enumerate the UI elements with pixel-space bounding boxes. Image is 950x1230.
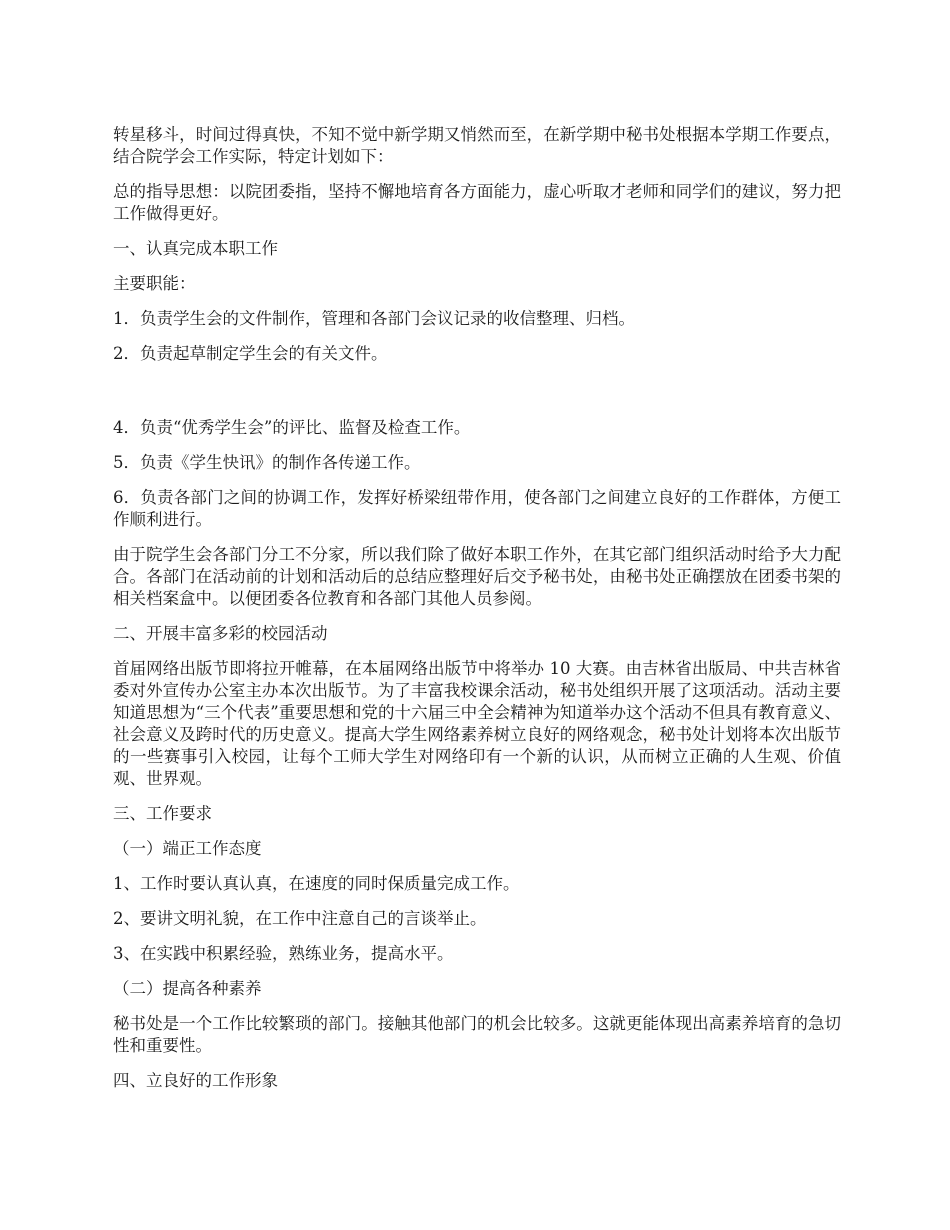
main-duties-label: 主要职能： bbox=[113, 274, 196, 293]
guiding-principle-paragraph: 总的指导思想：以院团委指，坚持不懈地培育各方面能力，虚心听取才老师和同学们的建议，努力把工作做得更好。 bbox=[113, 182, 841, 223]
duty-item-4: 4．负责“优秀学生会”的评比、监督及检查工作。 bbox=[113, 418, 471, 437]
document-body bbox=[113, 124, 841, 1105]
requirement-item-2: 2、要讲文明礼貌，在工作中注意自己的言谈举止。 bbox=[113, 909, 487, 928]
section-heading-2: 二、开展丰富多彩的校园活动 bbox=[113, 624, 328, 643]
publishing-festival-paragraph: 首届网络出版节即将拉开帷幕，在本届网络出版节中将举办 10 大赛。由吉林省出版局、中共吉林省委对外宣传办公室主办本次出版节。为了丰富我校课余活动，秘书处组织开展了这项活动。活动主要知道思想为“三个代表”重要思想和党的十六届三中全会精神为知道举办这个活动不但具有教育意义、社会意义及跨时代的历史意义。提高大学生网络素养树立良好的网络观念，秘书处计划将本次出版节的一些赛事引入校园，让每个工师大学生对网络印有一个新的认识，从而树立正确的人生观、价值观、世界观。 bbox=[113, 659, 841, 788]
subsection-heading-1: （一）端正工作态度 bbox=[113, 839, 262, 858]
literacy-paragraph: 秘书处是一个工作比较繁琐的部门。接触其他部门的机会比较多。这就更能体现出高素养培育的急切性和重要性。 bbox=[113, 1014, 841, 1055]
section-heading-1: 一、认真完成本职工作 bbox=[113, 239, 278, 258]
duty-item-1: 1．负责学生会的文件制作，管理和各部门会议记录的收信整理、归档。 bbox=[113, 309, 635, 328]
requirement-item-1: 1、工作时要认真认真，在速度的同时保质量完成工作。 bbox=[113, 874, 520, 893]
intro-paragraph: 转星移斗，时间过得真快，不知不觉中新学期又悄然而至，在新学期中秘书处根据本学期工作要点，结合院学会工作实际，特定计划如下： bbox=[113, 125, 841, 166]
duty-item-5: 5．负责《学生快讯》的制作各传递工作。 bbox=[113, 453, 421, 472]
blank-gap bbox=[113, 378, 841, 417]
section-heading-4: 四、立良好的工作形象 bbox=[113, 1071, 278, 1090]
requirement-item-3: 3、在实践中积累经验，熟练业务，提高水平。 bbox=[113, 944, 454, 963]
section-heading-3: 三、工作要求 bbox=[113, 804, 212, 823]
duty-item-2: 2．负责起草制定学生会的有关文件。 bbox=[113, 344, 388, 363]
duty-item-6: 6．负责各部门之间的协调工作，发挥好桥梁纽带作用，使各部门之间建立良好的工作群体，方便工作顺利进行。 bbox=[113, 488, 841, 529]
cooperation-paragraph: 由于院学生会各部门分工不分家，所以我们除了做好本职工作外，在其它部门组织活动时给予大力配合。各部门在活动前的计划和活动后的总结应整理好后交予秘书处，由秘书处正确摆放在团委书架的相关档案盒中。以便团委各位教育和各部门其他人员参阅。 bbox=[113, 545, 841, 608]
subsection-heading-2: （二）提高各种素养 bbox=[113, 979, 262, 998]
